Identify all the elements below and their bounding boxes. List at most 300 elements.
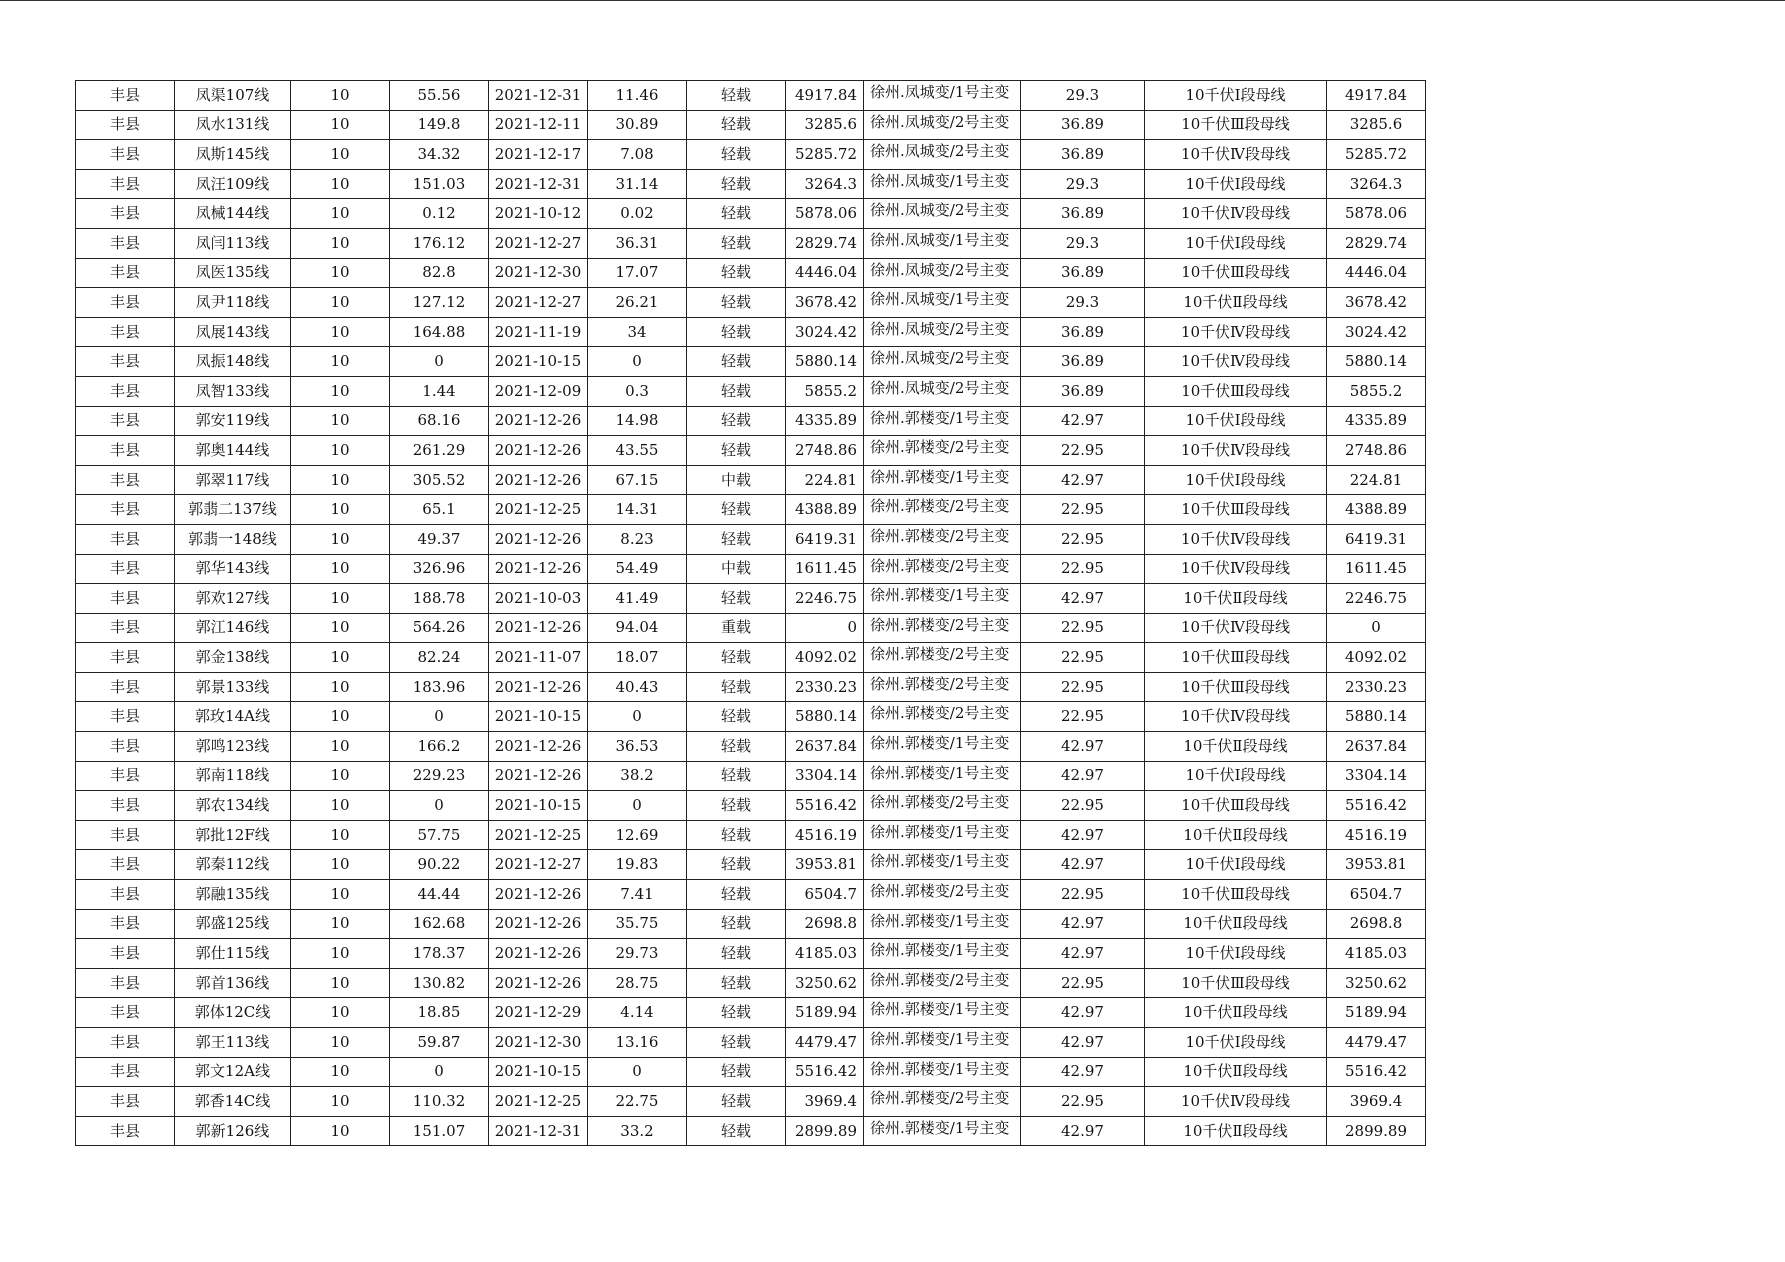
table-row bbox=[76, 880, 1426, 910]
table-row bbox=[76, 820, 1426, 850]
page-top-rule bbox=[0, 0, 1785, 1]
date-cell: 2021-12-11 bbox=[489, 110, 588, 140]
substation-transformer-text: 徐州.凤城变/1号主变 bbox=[870, 83, 1010, 101]
remaining-capacity-cell: 3285.6 bbox=[786, 110, 864, 140]
line-name-cell: 郭安119线 bbox=[175, 406, 291, 436]
busbar-cell: 10千伏Ⅳ段母线 bbox=[1145, 317, 1327, 347]
load-status-cell: 轻载 bbox=[687, 820, 786, 850]
table-row bbox=[76, 1057, 1426, 1087]
busbar-cell: 10千伏Ⅳ段母线 bbox=[1145, 140, 1327, 170]
substation-transformer-cell bbox=[864, 1028, 1021, 1058]
transformer-load-rate-cell: 22.95 bbox=[1021, 495, 1145, 525]
busbar-cell: 10千伏Ⅲ段母线 bbox=[1145, 880, 1327, 910]
line-name-cell: 郭欢127线 bbox=[175, 584, 291, 614]
substation-transformer-text: 徐州.郭楼变/1号主变 bbox=[870, 1118, 1010, 1137]
county-cell: 丰县 bbox=[76, 228, 175, 258]
table-row bbox=[76, 495, 1426, 525]
voltage-cell: 10 bbox=[291, 732, 390, 762]
available-capacity-cell: 4446.04 bbox=[1327, 258, 1426, 288]
county-cell: 丰县 bbox=[76, 140, 175, 170]
load-rate-cell: 11.46 bbox=[588, 81, 687, 111]
remaining-capacity-cell: 4917.84 bbox=[786, 81, 864, 111]
date-cell: 2021-12-26 bbox=[489, 436, 588, 466]
voltage-cell: 10 bbox=[291, 1116, 390, 1146]
current-cell: 229.23 bbox=[390, 761, 489, 791]
date-cell: 2021-12-30 bbox=[489, 258, 588, 288]
county-cell: 丰县 bbox=[76, 613, 175, 643]
line-name-cell: 凤汪109线 bbox=[175, 169, 291, 199]
voltage-cell: 10 bbox=[291, 672, 390, 702]
transformer-load-rate-cell: 42.97 bbox=[1021, 406, 1145, 436]
available-capacity-cell: 5880.14 bbox=[1327, 702, 1426, 732]
transformer-load-rate-cell: 22.95 bbox=[1021, 613, 1145, 643]
transformer-load-rate-cell: 42.97 bbox=[1021, 584, 1145, 614]
date-cell: 2021-12-26 bbox=[489, 672, 588, 702]
county-cell: 丰县 bbox=[76, 1028, 175, 1058]
available-capacity-cell: 3250.62 bbox=[1327, 968, 1426, 998]
busbar-cell: 10千伏Ⅲ段母线 bbox=[1145, 672, 1327, 702]
voltage-cell: 10 bbox=[291, 524, 390, 554]
county-cell: 丰县 bbox=[76, 820, 175, 850]
transformer-load-rate-cell: 42.97 bbox=[1021, 761, 1145, 791]
available-capacity-cell: 6504.7 bbox=[1327, 880, 1426, 910]
current-cell: 1.44 bbox=[390, 376, 489, 406]
date-cell: 2021-12-26 bbox=[489, 909, 588, 939]
busbar-cell: 10千伏Ⅲ段母线 bbox=[1145, 643, 1327, 673]
voltage-cell: 10 bbox=[291, 110, 390, 140]
table-row bbox=[76, 465, 1426, 495]
remaining-capacity-cell: 6419.31 bbox=[786, 524, 864, 554]
table-body bbox=[76, 81, 1426, 1146]
line-name-cell: 郭翡一148线 bbox=[175, 524, 291, 554]
load-rate-cell: 30.89 bbox=[588, 110, 687, 140]
table-row bbox=[76, 672, 1426, 702]
available-capacity-cell: 6419.31 bbox=[1327, 524, 1426, 554]
current-cell: 149.8 bbox=[390, 110, 489, 140]
line-name-cell: 凤水131线 bbox=[175, 110, 291, 140]
date-cell: 2021-12-31 bbox=[489, 1116, 588, 1146]
substation-transformer-text: 徐州.郭楼变/2号主变 bbox=[870, 882, 1010, 901]
date-cell: 2021-11-07 bbox=[489, 643, 588, 673]
substation-transformer-cell bbox=[864, 169, 1021, 199]
current-cell: 90.22 bbox=[390, 850, 489, 880]
busbar-cell: 10千伏Ⅲ段母线 bbox=[1145, 495, 1327, 525]
substation-transformer-cell bbox=[864, 791, 1021, 821]
remaining-capacity-cell: 3264.3 bbox=[786, 169, 864, 199]
substation-transformer-cell bbox=[864, 643, 1021, 673]
remaining-capacity-cell: 4185.03 bbox=[786, 939, 864, 969]
voltage-cell: 10 bbox=[291, 909, 390, 939]
remaining-capacity-cell: 6504.7 bbox=[786, 880, 864, 910]
substation-transformer-cell bbox=[864, 465, 1021, 495]
table-row bbox=[76, 850, 1426, 880]
load-status-cell: 轻载 bbox=[687, 672, 786, 702]
voltage-cell: 10 bbox=[291, 81, 390, 111]
load-status-cell: 轻载 bbox=[687, 1028, 786, 1058]
county-cell: 丰县 bbox=[76, 702, 175, 732]
load-rate-cell: 8.23 bbox=[588, 524, 687, 554]
current-cell: 305.52 bbox=[390, 465, 489, 495]
load-status-cell: 轻载 bbox=[687, 702, 786, 732]
load-rate-cell: 40.43 bbox=[588, 672, 687, 702]
current-cell: 18.85 bbox=[390, 998, 489, 1028]
line-name-cell: 郭秦112线 bbox=[175, 850, 291, 880]
date-cell: 2021-10-03 bbox=[489, 584, 588, 614]
available-capacity-cell: 5516.42 bbox=[1327, 1057, 1426, 1087]
table-row bbox=[76, 702, 1426, 732]
load-status-cell: 轻载 bbox=[687, 1057, 786, 1087]
table-row bbox=[76, 140, 1426, 170]
voltage-cell: 10 bbox=[291, 584, 390, 614]
substation-transformer-cell bbox=[864, 732, 1021, 762]
load-rate-cell: 54.49 bbox=[588, 554, 687, 584]
voltage-cell: 10 bbox=[291, 850, 390, 880]
table-row bbox=[76, 1028, 1426, 1058]
line-name-cell: 郭金138线 bbox=[175, 643, 291, 673]
county-cell: 丰县 bbox=[76, 998, 175, 1028]
line-name-cell: 郭玫14A线 bbox=[175, 702, 291, 732]
busbar-cell: 10千伏Ⅰ段母线 bbox=[1145, 228, 1327, 258]
substation-transformer-text: 徐州.凤城变/2号主变 bbox=[870, 142, 1010, 161]
voltage-cell: 10 bbox=[291, 880, 390, 910]
date-cell: 2021-10-15 bbox=[489, 347, 588, 377]
county-cell: 丰县 bbox=[76, 672, 175, 702]
busbar-cell: 10千伏Ⅰ段母线 bbox=[1145, 81, 1327, 111]
voltage-cell: 10 bbox=[291, 702, 390, 732]
substation-transformer-text: 徐州.凤城变/2号主变 bbox=[870, 349, 1010, 368]
substation-transformer-text: 徐州.郭楼变/2号主变 bbox=[870, 526, 1010, 545]
substation-transformer-text: 徐州.郭楼变/1号主变 bbox=[870, 1030, 1010, 1048]
transformer-load-rate-cell: 42.97 bbox=[1021, 1028, 1145, 1058]
load-status-cell: 轻载 bbox=[687, 376, 786, 406]
table-row bbox=[76, 584, 1426, 614]
remaining-capacity-cell: 3024.42 bbox=[786, 317, 864, 347]
substation-transformer-cell bbox=[864, 436, 1021, 466]
line-name-cell: 郭鸣123线 bbox=[175, 732, 291, 762]
table-row bbox=[76, 169, 1426, 199]
county-cell: 丰县 bbox=[76, 495, 175, 525]
available-capacity-cell: 0 bbox=[1327, 613, 1426, 643]
line-name-cell: 凤展143线 bbox=[175, 317, 291, 347]
substation-transformer-text: 徐州.凤城变/2号主变 bbox=[870, 260, 1010, 279]
table-row bbox=[76, 613, 1426, 643]
load-status-cell: 轻载 bbox=[687, 347, 786, 377]
voltage-cell: 10 bbox=[291, 613, 390, 643]
feeder-load-table bbox=[75, 80, 1426, 1146]
load-status-cell: 中载 bbox=[687, 465, 786, 495]
substation-transformer-text: 徐州.郭楼变/2号主变 bbox=[870, 1089, 1010, 1108]
load-status-cell: 轻载 bbox=[687, 1116, 786, 1146]
substation-transformer-text: 徐州.凤城变/1号主变 bbox=[870, 290, 1010, 309]
voltage-cell: 10 bbox=[291, 169, 390, 199]
remaining-capacity-cell: 2246.75 bbox=[786, 584, 864, 614]
substation-transformer-cell bbox=[864, 880, 1021, 910]
available-capacity-cell: 4479.47 bbox=[1327, 1028, 1426, 1058]
remaining-capacity-cell: 3969.4 bbox=[786, 1087, 864, 1117]
transformer-load-rate-cell: 22.95 bbox=[1021, 554, 1145, 584]
table-row bbox=[76, 258, 1426, 288]
transformer-load-rate-cell: 42.97 bbox=[1021, 998, 1145, 1028]
busbar-cell: 10千伏Ⅲ段母线 bbox=[1145, 258, 1327, 288]
remaining-capacity-cell: 4479.47 bbox=[786, 1028, 864, 1058]
county-cell: 丰县 bbox=[76, 81, 175, 111]
transformer-load-rate-cell: 22.95 bbox=[1021, 880, 1145, 910]
available-capacity-cell: 3953.81 bbox=[1327, 850, 1426, 880]
substation-transformer-text: 徐州.凤城变/2号主变 bbox=[870, 319, 1010, 338]
substation-transformer-text: 徐州.郭楼变/2号主变 bbox=[870, 704, 1010, 723]
substation-transformer-text: 徐州.郭楼变/1号主变 bbox=[870, 852, 1010, 871]
load-rate-cell: 29.73 bbox=[588, 939, 687, 969]
current-cell: 82.24 bbox=[390, 643, 489, 673]
county-cell: 丰县 bbox=[76, 524, 175, 554]
available-capacity-cell: 5285.72 bbox=[1327, 140, 1426, 170]
remaining-capacity-cell: 2637.84 bbox=[786, 732, 864, 762]
load-rate-cell: 36.31 bbox=[588, 228, 687, 258]
remaining-capacity-cell: 4516.19 bbox=[786, 820, 864, 850]
remaining-capacity-cell: 4446.04 bbox=[786, 258, 864, 288]
transformer-load-rate-cell: 22.95 bbox=[1021, 968, 1145, 998]
load-status-cell: 轻载 bbox=[687, 1087, 786, 1117]
transformer-load-rate-cell: 42.97 bbox=[1021, 1116, 1145, 1146]
current-cell: 166.2 bbox=[390, 732, 489, 762]
substation-transformer-cell bbox=[864, 524, 1021, 554]
date-cell: 2021-12-31 bbox=[489, 169, 588, 199]
available-capacity-cell: 5516.42 bbox=[1327, 791, 1426, 821]
remaining-capacity-cell: 4092.02 bbox=[786, 643, 864, 673]
transformer-load-rate-cell: 42.97 bbox=[1021, 732, 1145, 762]
current-cell: 59.87 bbox=[390, 1028, 489, 1058]
table-row bbox=[76, 998, 1426, 1028]
table-row bbox=[76, 347, 1426, 377]
transformer-load-rate-cell: 29.3 bbox=[1021, 288, 1145, 318]
substation-transformer-text: 徐州.郭楼变/1号主变 bbox=[870, 1059, 1010, 1078]
table-row bbox=[76, 199, 1426, 229]
transformer-load-rate-cell: 42.97 bbox=[1021, 465, 1145, 495]
substation-transformer-cell bbox=[864, 968, 1021, 998]
remaining-capacity-cell: 5285.72 bbox=[786, 140, 864, 170]
substation-transformer-text: 徐州.凤城变/2号主变 bbox=[870, 201, 1010, 220]
remaining-capacity-cell: 2899.89 bbox=[786, 1116, 864, 1146]
busbar-cell: 10千伏Ⅱ段母线 bbox=[1145, 732, 1327, 762]
remaining-capacity-cell: 4388.89 bbox=[786, 495, 864, 525]
date-cell: 2021-12-17 bbox=[489, 140, 588, 170]
table-row bbox=[76, 761, 1426, 791]
county-cell: 丰县 bbox=[76, 554, 175, 584]
current-cell: 164.88 bbox=[390, 317, 489, 347]
county-cell: 丰县 bbox=[76, 258, 175, 288]
date-cell: 2021-12-27 bbox=[489, 228, 588, 258]
voltage-cell: 10 bbox=[291, 406, 390, 436]
busbar-cell: 10千伏Ⅰ段母线 bbox=[1145, 1028, 1327, 1058]
load-rate-cell: 7.41 bbox=[588, 880, 687, 910]
date-cell: 2021-12-29 bbox=[489, 998, 588, 1028]
substation-transformer-cell bbox=[864, 1116, 1021, 1146]
load-rate-cell: 34 bbox=[588, 317, 687, 347]
table-row bbox=[76, 406, 1426, 436]
load-status-cell: 轻载 bbox=[687, 81, 786, 111]
busbar-cell: 10千伏Ⅰ段母线 bbox=[1145, 169, 1327, 199]
available-capacity-cell: 2899.89 bbox=[1327, 1116, 1426, 1146]
substation-transformer-cell bbox=[864, 347, 1021, 377]
transformer-load-rate-cell: 36.89 bbox=[1021, 317, 1145, 347]
date-cell: 2021-12-26 bbox=[489, 465, 588, 495]
current-cell: 176.12 bbox=[390, 228, 489, 258]
remaining-capacity-cell: 2330.23 bbox=[786, 672, 864, 702]
table-row bbox=[76, 288, 1426, 318]
substation-transformer-cell bbox=[864, 820, 1021, 850]
load-rate-cell: 26.21 bbox=[588, 288, 687, 318]
line-name-cell: 郭体12C线 bbox=[175, 998, 291, 1028]
substation-transformer-cell bbox=[864, 761, 1021, 791]
available-capacity-cell: 4516.19 bbox=[1327, 820, 1426, 850]
county-cell: 丰县 bbox=[76, 1057, 175, 1087]
substation-transformer-cell bbox=[864, 554, 1021, 584]
available-capacity-cell: 3969.4 bbox=[1327, 1087, 1426, 1117]
line-name-cell: 郭翡二137线 bbox=[175, 495, 291, 525]
date-cell: 2021-12-26 bbox=[489, 880, 588, 910]
substation-transformer-cell bbox=[864, 1087, 1021, 1117]
substation-transformer-cell bbox=[864, 584, 1021, 614]
available-capacity-cell: 2637.84 bbox=[1327, 732, 1426, 762]
load-rate-cell: 0 bbox=[588, 347, 687, 377]
load-status-cell: 轻载 bbox=[687, 732, 786, 762]
load-status-cell: 轻载 bbox=[687, 317, 786, 347]
date-cell: 2021-12-26 bbox=[489, 732, 588, 762]
substation-transformer-cell bbox=[864, 258, 1021, 288]
table-row bbox=[76, 554, 1426, 584]
available-capacity-cell: 2698.8 bbox=[1327, 909, 1426, 939]
voltage-cell: 10 bbox=[291, 1087, 390, 1117]
transformer-load-rate-cell: 42.97 bbox=[1021, 820, 1145, 850]
load-rate-cell: 22.75 bbox=[588, 1087, 687, 1117]
table-row bbox=[76, 939, 1426, 969]
table-row bbox=[76, 968, 1426, 998]
voltage-cell: 10 bbox=[291, 436, 390, 466]
available-capacity-cell: 2748.86 bbox=[1327, 436, 1426, 466]
county-cell: 丰县 bbox=[76, 110, 175, 140]
busbar-cell: 10千伏Ⅲ段母线 bbox=[1145, 968, 1327, 998]
remaining-capacity-cell: 3250.62 bbox=[786, 968, 864, 998]
line-name-cell: 郭奥144线 bbox=[175, 436, 291, 466]
county-cell: 丰县 bbox=[76, 791, 175, 821]
voltage-cell: 10 bbox=[291, 288, 390, 318]
available-capacity-cell: 2330.23 bbox=[1327, 672, 1426, 702]
load-rate-cell: 0.02 bbox=[588, 199, 687, 229]
voltage-cell: 10 bbox=[291, 465, 390, 495]
line-name-cell: 凤械144线 bbox=[175, 199, 291, 229]
load-rate-cell: 0.3 bbox=[588, 376, 687, 406]
busbar-cell: 10千伏Ⅳ段母线 bbox=[1145, 199, 1327, 229]
line-name-cell: 郭王113线 bbox=[175, 1028, 291, 1058]
line-name-cell: 郭香14C线 bbox=[175, 1087, 291, 1117]
substation-transformer-text: 徐州.郭楼变/1号主变 bbox=[870, 467, 1010, 486]
available-capacity-cell: 3304.14 bbox=[1327, 761, 1426, 791]
current-cell: 44.44 bbox=[390, 880, 489, 910]
load-status-cell: 轻载 bbox=[687, 880, 786, 910]
load-rate-cell: 36.53 bbox=[588, 732, 687, 762]
voltage-cell: 10 bbox=[291, 761, 390, 791]
substation-transformer-cell bbox=[864, 702, 1021, 732]
county-cell: 丰县 bbox=[76, 732, 175, 762]
remaining-capacity-cell: 0 bbox=[786, 613, 864, 643]
load-rate-cell: 14.31 bbox=[588, 495, 687, 525]
substation-transformer-cell bbox=[864, 376, 1021, 406]
table-row bbox=[76, 1087, 1426, 1117]
voltage-cell: 10 bbox=[291, 554, 390, 584]
remaining-capacity-cell: 5516.42 bbox=[786, 1057, 864, 1087]
table-row bbox=[76, 376, 1426, 406]
busbar-cell: 10千伏Ⅲ段母线 bbox=[1145, 110, 1327, 140]
load-status-cell: 轻载 bbox=[687, 258, 786, 288]
date-cell: 2021-12-26 bbox=[489, 524, 588, 554]
voltage-cell: 10 bbox=[291, 791, 390, 821]
current-cell: 127.12 bbox=[390, 288, 489, 318]
date-cell: 2021-12-27 bbox=[489, 850, 588, 880]
table-row bbox=[76, 228, 1426, 258]
load-rate-cell: 17.07 bbox=[588, 258, 687, 288]
date-cell: 2021-12-30 bbox=[489, 1028, 588, 1058]
line-name-cell: 郭文12A线 bbox=[175, 1057, 291, 1087]
date-cell: 2021-10-15 bbox=[489, 791, 588, 821]
available-capacity-cell: 4388.89 bbox=[1327, 495, 1426, 525]
voltage-cell: 10 bbox=[291, 228, 390, 258]
current-cell: 0 bbox=[390, 347, 489, 377]
current-cell: 130.82 bbox=[390, 968, 489, 998]
current-cell: 57.75 bbox=[390, 820, 489, 850]
county-cell: 丰县 bbox=[76, 436, 175, 466]
current-cell: 0 bbox=[390, 702, 489, 732]
voltage-cell: 10 bbox=[291, 495, 390, 525]
remaining-capacity-cell: 2698.8 bbox=[786, 909, 864, 939]
line-name-cell: 郭南118线 bbox=[175, 761, 291, 791]
county-cell: 丰县 bbox=[76, 288, 175, 318]
transformer-load-rate-cell: 22.95 bbox=[1021, 436, 1145, 466]
current-cell: 151.03 bbox=[390, 169, 489, 199]
county-cell: 丰县 bbox=[76, 1087, 175, 1117]
line-name-cell: 凤振148线 bbox=[175, 347, 291, 377]
load-rate-cell: 43.55 bbox=[588, 436, 687, 466]
substation-transformer-cell bbox=[864, 288, 1021, 318]
available-capacity-cell: 224.81 bbox=[1327, 465, 1426, 495]
substation-transformer-text: 徐州.郭楼变/1号主变 bbox=[870, 1000, 1010, 1019]
date-cell: 2021-12-31 bbox=[489, 81, 588, 111]
line-name-cell: 郭仕115线 bbox=[175, 939, 291, 969]
voltage-cell: 10 bbox=[291, 199, 390, 229]
load-status-cell: 轻载 bbox=[687, 909, 786, 939]
substation-transformer-cell bbox=[864, 81, 1021, 111]
load-status-cell: 轻载 bbox=[687, 584, 786, 614]
date-cell: 2021-12-26 bbox=[489, 968, 588, 998]
substation-transformer-cell bbox=[864, 140, 1021, 170]
transformer-load-rate-cell: 36.89 bbox=[1021, 110, 1145, 140]
busbar-cell: 10千伏Ⅰ段母线 bbox=[1145, 406, 1327, 436]
load-status-cell: 轻载 bbox=[687, 791, 786, 821]
current-cell: 49.37 bbox=[390, 524, 489, 554]
load-status-cell: 中载 bbox=[687, 554, 786, 584]
load-rate-cell: 38.2 bbox=[588, 761, 687, 791]
busbar-cell: 10千伏Ⅳ段母线 bbox=[1145, 524, 1327, 554]
substation-transformer-text: 徐州.凤城变/2号主变 bbox=[870, 378, 1010, 397]
available-capacity-cell: 5880.14 bbox=[1327, 347, 1426, 377]
busbar-cell: 10千伏Ⅱ段母线 bbox=[1145, 820, 1327, 850]
substation-transformer-text: 徐州.郭楼变/1号主变 bbox=[870, 911, 1010, 930]
substation-transformer-text: 徐州.郭楼变/1号主变 bbox=[870, 763, 1010, 782]
voltage-cell: 10 bbox=[291, 968, 390, 998]
load-rate-cell: 67.15 bbox=[588, 465, 687, 495]
load-status-cell: 轻载 bbox=[687, 850, 786, 880]
remaining-capacity-cell: 5516.42 bbox=[786, 791, 864, 821]
county-cell: 丰县 bbox=[76, 1116, 175, 1146]
